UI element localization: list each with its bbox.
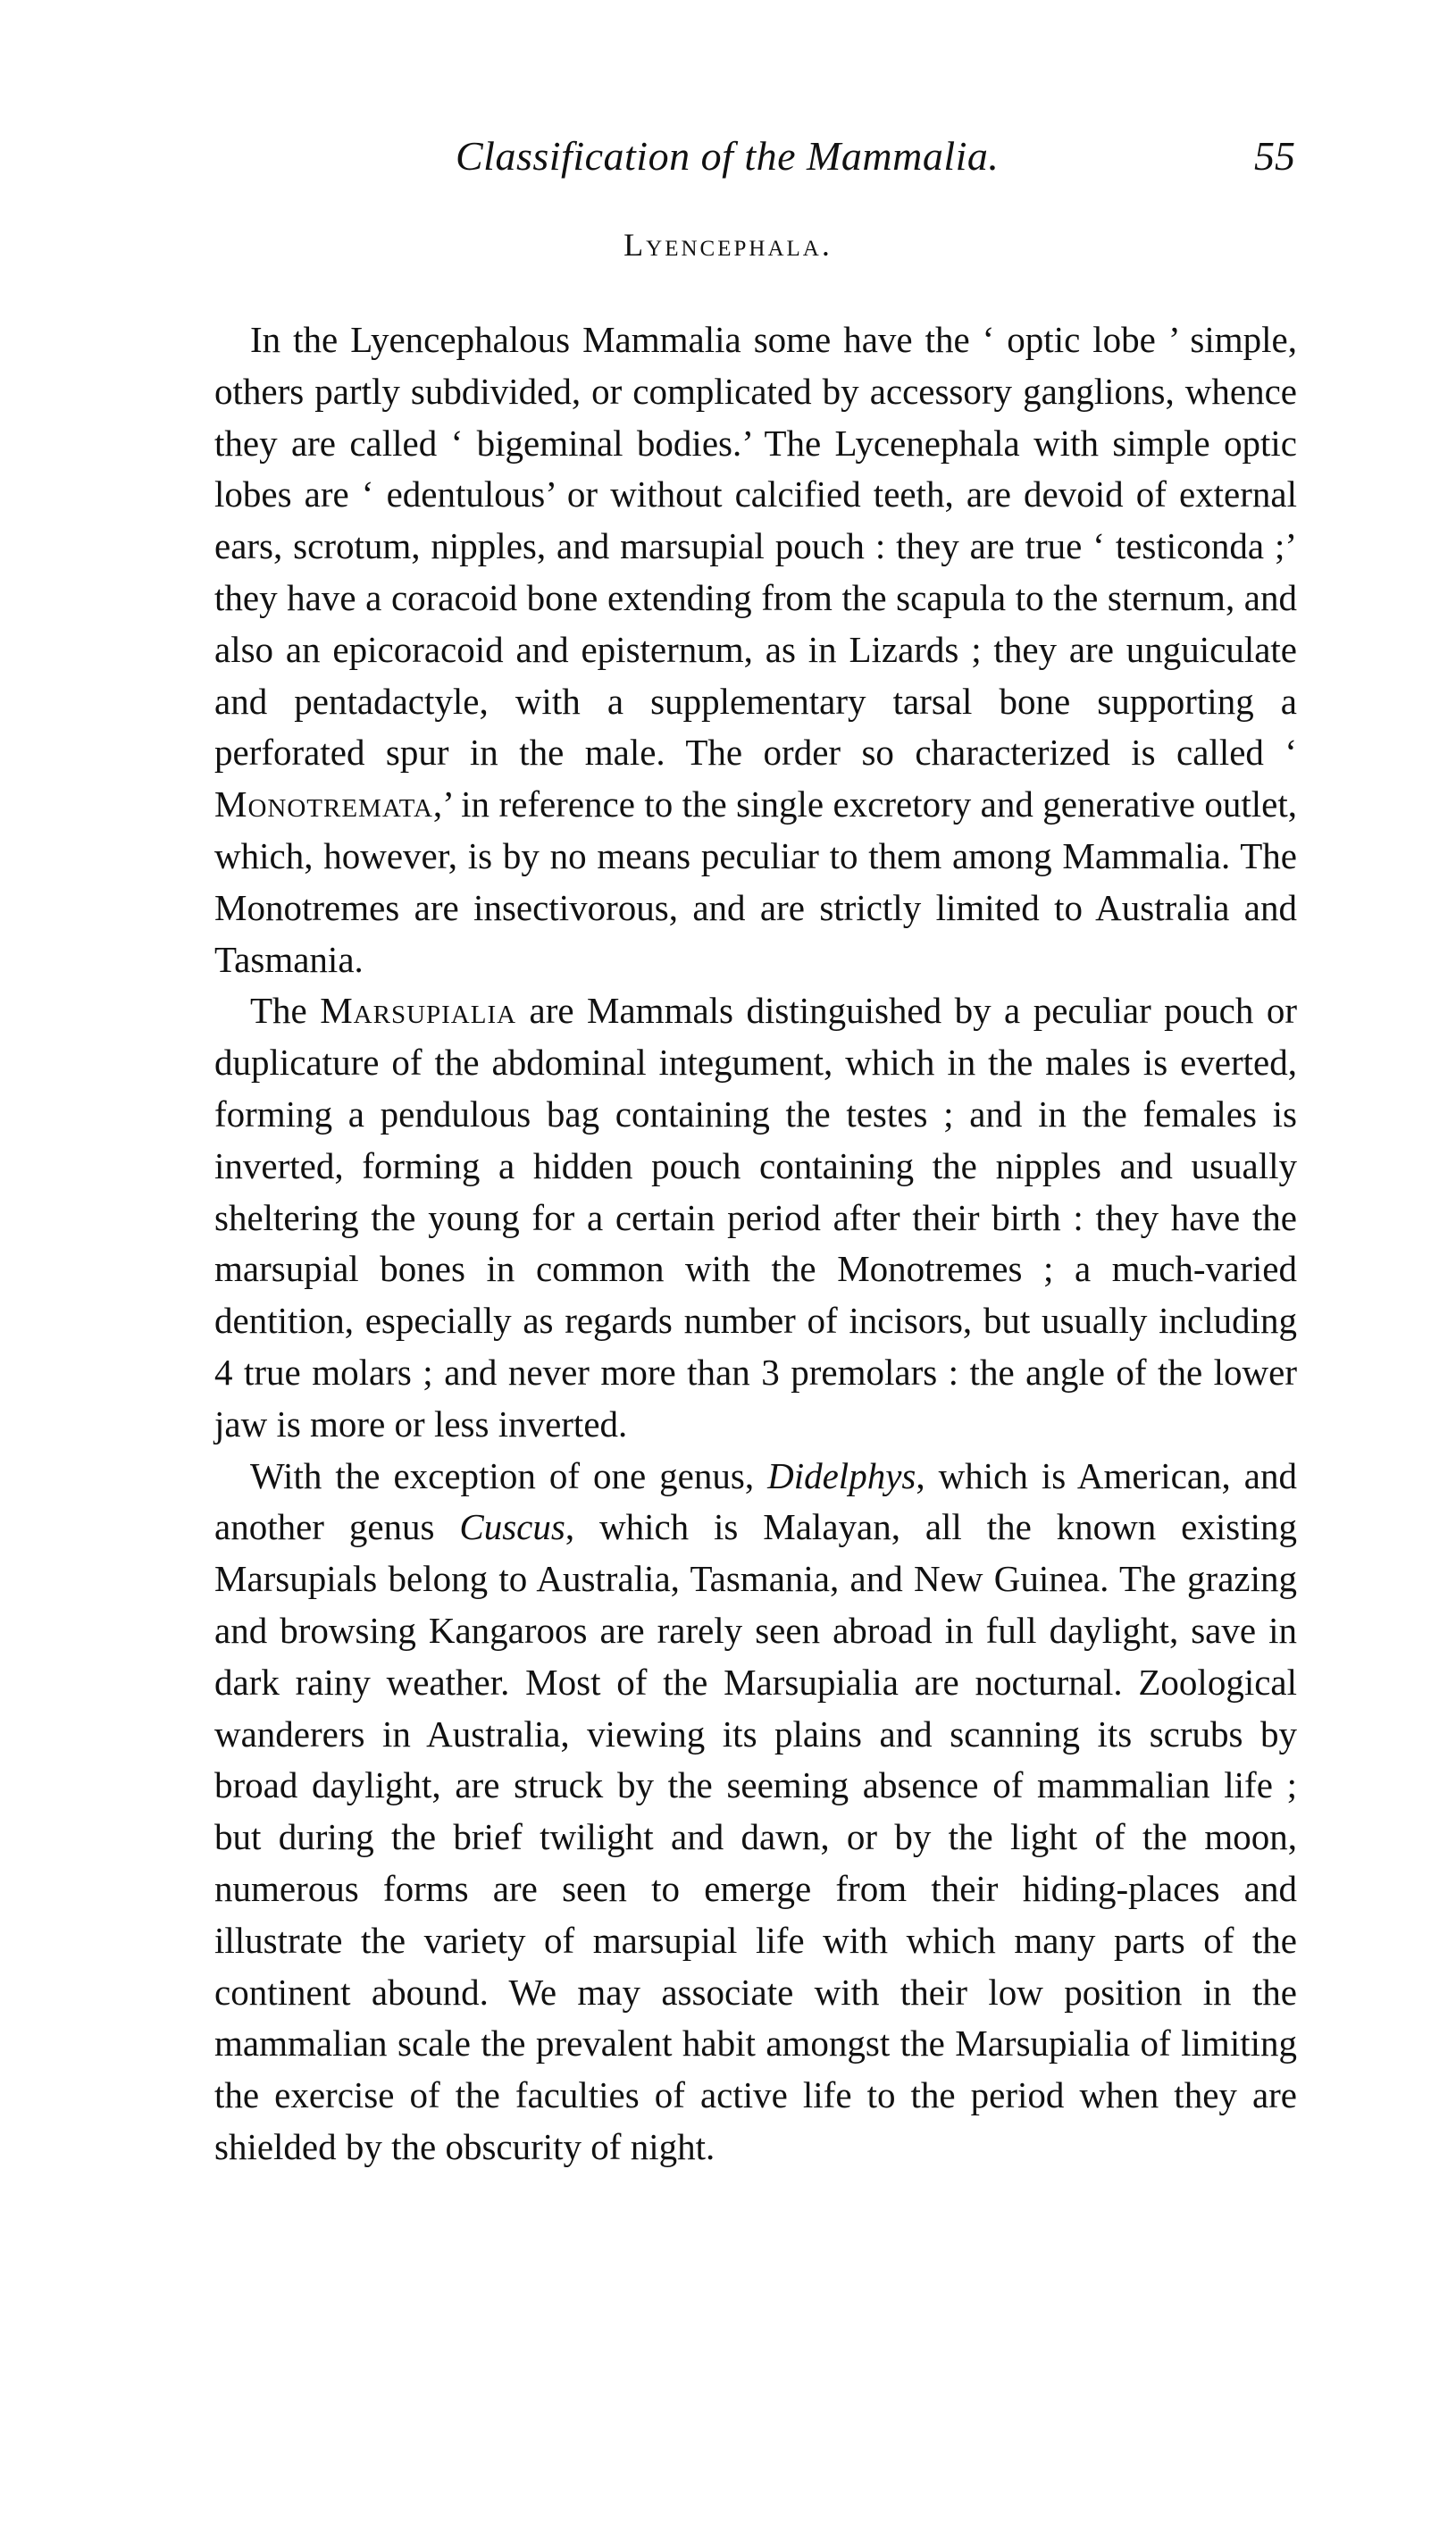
text-run: ,’ in reference to the single excretory and generative outlet, which, however, is by no means peculiar to them among Mammalia. The Monotremes are insectivorous, and are strictly limited to Australia and Tasmania.	[214, 783, 1297, 980]
running-head	[214, 132, 1295, 186]
text-run: , which is Malayan, all the known existing Marsupials belong to Australia, Tasmania, and New Guinea. The grazing and browsing Kangaroos are rarely seen abroad in full daylight, save in dark rainy weather. Most of the Marsupialia are nocturnal. Zoological wanderers in Australia, viewing its plains and scanning its scrubs by broad daylight, are struck by the seeming absence of mammalian life ; but during the brief twilight and dawn, or by the light of the moon, numerous forms are seen to emerge from their hiding-places and illustrate the variety of marsupial life with which many parts of the continent abound. We may associate with their low position in the mammalian scale the prevalent habit amongst the Marsupialia of limiting the exercise of the faculties of active life to the period when they are shielded by the obscurity of night.	[214, 1506, 1297, 2167]
section-heading: Lyencephala.	[623, 227, 833, 263]
genus-cuscus: Cuscus	[459, 1506, 565, 1548]
text-run: are Mammals distinguished by a peculiar pouch or duplicature of the abdominal integument, which in the males is everted, forming a pendulous bag containing the testes ; and in the females is inverted, forming a hidden pouch containing the nipples and usually sheltering the young for a certain period after their birth : they have the marsupial bones in common with the Monotremes ; a much-varied dentition, especially as regards number of incisors, but usually including 4 true molars ; and never more than 3 premolars : the angle of the lower jaw is more or less inverted.	[214, 990, 1297, 1445]
text-run: , which is American, and another genus	[214, 1454, 1298, 1548]
running-title: Classification of the Mammalia.	[456, 133, 1000, 179]
text-run: With the exception of one genus,	[250, 1454, 768, 1496]
term-marsupialia: Marsupialia	[320, 990, 517, 1032]
text-run: In the Lyencephalous Mammalia some have the ‘ optic lobe ’ simple, others partly subdivided, or complicated by accessory ganglions, whence they are called ‘ bigeminal bodies.’ The Lycenephala with simple optic lobes are ‘ edentulous’ or without calcified teeth, are devoid of external ears, scrotum, nipples, and marsupial pouch : they are true ‘ testiconda ;’ they have a coracoid bone extending from the scapula to the sternum, and also an epicoracoid and episternum, as in Lizards ; they are unguiculate and pentadactyle, with a supplementary tarsal bone supporting a perforated spur in the male. The order so characterized is called ‘	[214, 319, 1297, 774]
term-monotremata: Monotremata	[214, 783, 433, 825]
body-text	[214, 314, 1297, 2173]
genus-didelphys: Didelphys	[767, 1454, 916, 1496]
page-number: 55	[1254, 133, 1295, 179]
text-run: The	[250, 990, 321, 1032]
paragraph-marsupialia	[214, 985, 1297, 1450]
paragraph-distribution	[214, 1451, 1297, 2173]
paragraph-monotremata	[214, 314, 1297, 985]
